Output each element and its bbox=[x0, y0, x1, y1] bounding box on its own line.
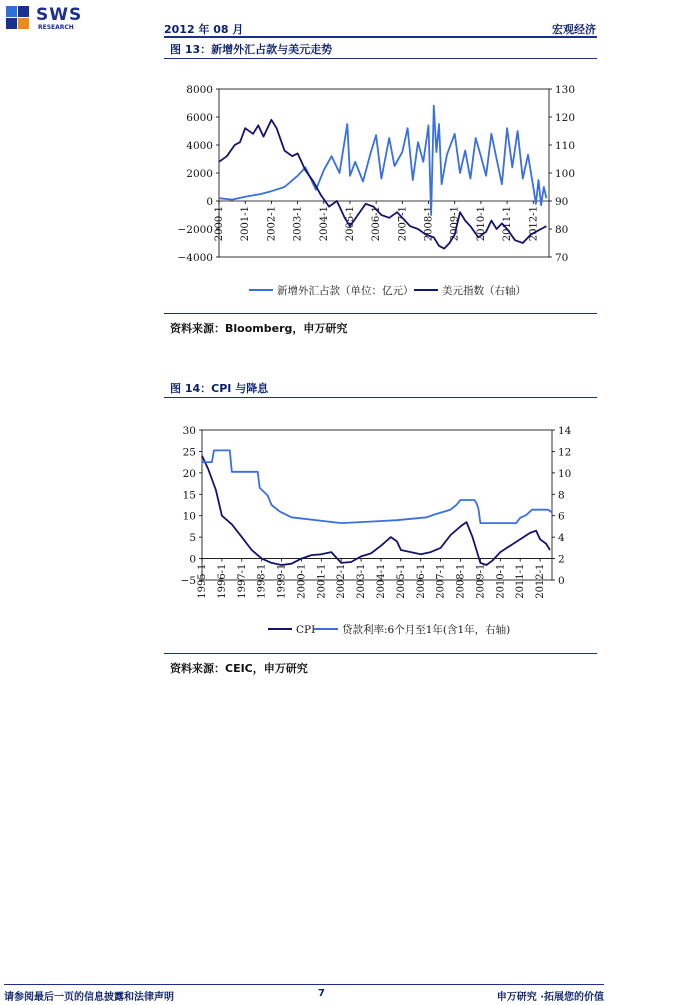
right-tick-label: 2 bbox=[558, 553, 565, 566]
figure13-bottom-rule bbox=[164, 313, 597, 314]
right-tick-label: 70 bbox=[555, 252, 569, 264]
x-tick-label: 1996-1 bbox=[216, 563, 228, 599]
x-tick-label: 2011-1 bbox=[515, 563, 527, 599]
figure14-title-rule bbox=[164, 397, 597, 398]
x-tick-label: 1997-1 bbox=[236, 563, 248, 599]
right-tick-label: 100 bbox=[555, 168, 576, 180]
x-tick-label: 2002-1 bbox=[266, 206, 278, 242]
x-tick-label: 2009-1 bbox=[449, 206, 461, 242]
x-tick-label: 2003-1 bbox=[292, 206, 304, 242]
left-tick-label: 5 bbox=[189, 532, 196, 545]
sws-logo bbox=[4, 4, 84, 34]
x-tick-label: 1998-1 bbox=[256, 563, 268, 599]
figure14-source: 资料来源：CEIC，申万研究 bbox=[170, 662, 308, 675]
left-tick-label: 30 bbox=[182, 425, 196, 437]
report-date: 2012 年 08 月 bbox=[164, 23, 244, 36]
left-tick-label: 2000 bbox=[186, 168, 213, 180]
logo-subtitle: RESEARCH bbox=[38, 24, 74, 31]
left-tick-label: 25 bbox=[182, 446, 196, 459]
right-tick-label: 130 bbox=[555, 84, 576, 96]
plot-frame bbox=[202, 430, 552, 580]
left-tick-label: 4000 bbox=[186, 140, 213, 152]
left-tick-label: 20 bbox=[182, 467, 196, 480]
x-tick-label: 2011-1 bbox=[502, 206, 514, 242]
x-tick-label: 2001-1 bbox=[240, 206, 252, 242]
figure13-title: 图 13：新增外汇占款与美元走势 bbox=[170, 43, 333, 56]
footer-rule bbox=[4, 984, 604, 985]
x-tick-label: 2010-1 bbox=[495, 563, 507, 599]
left-tick-label: 0 bbox=[189, 553, 196, 566]
x-tick-label: 2007-1 bbox=[435, 563, 447, 599]
footer-disclaimer: 请参阅最后一页的信息披露和法律声明 bbox=[4, 992, 174, 1003]
logo-text: SWS bbox=[36, 5, 83, 25]
x-tick-label: 2006-1 bbox=[371, 206, 383, 242]
left-tick-label: −4000 bbox=[177, 252, 213, 264]
x-tick-label: 2000-1 bbox=[214, 206, 225, 242]
right-tick-label: 8 bbox=[558, 489, 565, 502]
left-tick-label: 8000 bbox=[186, 84, 213, 96]
right-tick-label: 4 bbox=[558, 532, 565, 545]
x-tick-label: 2008-1 bbox=[455, 563, 467, 599]
chart-cpi-rate bbox=[164, 399, 597, 653]
x-tick-label: 2009-1 bbox=[475, 563, 487, 599]
x-tick-label: 2012-1 bbox=[528, 206, 540, 242]
right-tick-label: 80 bbox=[555, 224, 569, 236]
left-tick-label: −2000 bbox=[177, 224, 213, 236]
figure13-title-rule bbox=[164, 58, 597, 59]
chart-fx-usd bbox=[164, 60, 597, 314]
x-tick-label: 1999-1 bbox=[276, 563, 288, 599]
x-tick-label: 2004-1 bbox=[318, 206, 330, 242]
left-tick-label: 0 bbox=[206, 196, 213, 208]
figure13-source: 资料来源：Bloomberg，申万研究 bbox=[170, 322, 348, 335]
legend-label-2: 贷款利率:6个月至1年(含1年，右轴) bbox=[342, 624, 511, 636]
right-tick-label: 6 bbox=[558, 510, 565, 523]
x-tick-label: 2007-1 bbox=[397, 206, 409, 242]
right-tick-label: 0 bbox=[558, 575, 565, 587]
report-section: 宏观经济 bbox=[552, 23, 596, 36]
right-tick-label: 90 bbox=[555, 196, 569, 208]
x-tick-label: 2008-1 bbox=[423, 206, 435, 242]
x-tick-label: 2000-1 bbox=[296, 563, 308, 599]
right-tick-label: 120 bbox=[555, 112, 576, 124]
x-tick-label: 2006-1 bbox=[415, 563, 427, 599]
x-tick-label: 1995-1 bbox=[197, 563, 208, 599]
right-tick-label: 12 bbox=[558, 446, 572, 459]
left-tick-label: 15 bbox=[182, 489, 196, 502]
x-tick-label: 2004-1 bbox=[375, 563, 387, 599]
figure14-bottom-rule bbox=[164, 653, 597, 654]
footer-slogan: 申万研究 ·拓展您的价值 bbox=[496, 992, 604, 1003]
right-tick-label: 110 bbox=[555, 140, 576, 152]
series-line-2 bbox=[202, 450, 552, 523]
x-tick-label: 2005-1 bbox=[344, 206, 356, 242]
x-tick-label: 2005-1 bbox=[395, 563, 407, 599]
left-tick-label: 10 bbox=[182, 510, 196, 523]
x-tick-label: 2002-1 bbox=[336, 563, 348, 599]
x-tick-label: 2010-1 bbox=[475, 206, 487, 242]
x-tick-label: 2001-1 bbox=[316, 563, 328, 599]
right-tick-label: 14 bbox=[558, 425, 572, 437]
left-tick-label: 6000 bbox=[186, 112, 213, 124]
header-rule bbox=[164, 36, 597, 38]
left-tick-label: −5 bbox=[180, 575, 196, 587]
right-tick-label: 10 bbox=[558, 467, 572, 480]
legend-label-1: CPI bbox=[296, 624, 316, 636]
x-tick-label: 2003-1 bbox=[356, 563, 368, 599]
figure14-title: 图 14：CPI 与降息 bbox=[170, 382, 269, 395]
page-number: 7 bbox=[318, 988, 325, 999]
legend-label-1: 新增外汇占款（单位：亿元） bbox=[277, 285, 414, 297]
legend-label-2: 美元指数（右轴） bbox=[442, 285, 526, 297]
x-tick-label: 2012-1 bbox=[535, 563, 547, 599]
series-line-1 bbox=[219, 106, 546, 215]
